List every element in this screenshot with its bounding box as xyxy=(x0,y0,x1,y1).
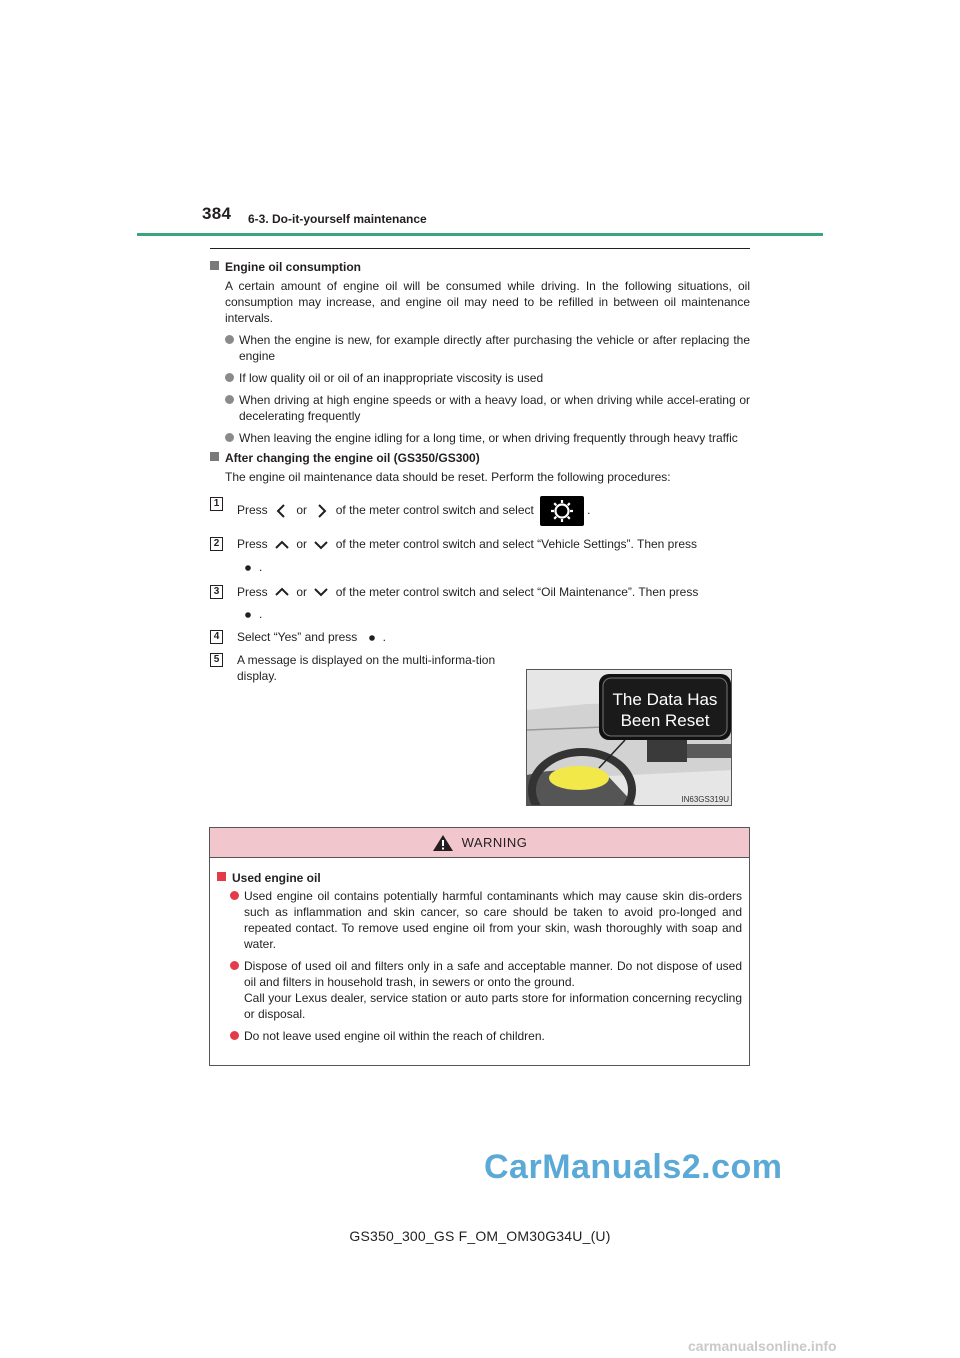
enter-button-icon xyxy=(363,630,381,646)
step-number: 3 xyxy=(210,585,223,599)
bullet-icon xyxy=(225,433,234,442)
square-bullet-icon xyxy=(210,452,219,461)
chevron-down-icon xyxy=(312,584,330,600)
after-change-intro: The engine oil maintenance data should be reset. Perform the following procedures: xyxy=(225,470,671,484)
step-5: 5 A message is displayed on the multi-informa-tion display. xyxy=(237,652,507,684)
list-item: When the engine is new, for example directly after purchasing the vehicle or after replacing the engine xyxy=(225,332,750,364)
list-item: When leaving the engine idling for a long time, or when driving frequently through heavy traffic xyxy=(225,430,750,446)
step-1: 1 Press or of the meter control switch and select . xyxy=(237,496,750,526)
enter-button-icon xyxy=(239,560,257,576)
warning-body xyxy=(210,858,749,1044)
list-item: Dispose of used oil and filters only in a safe and acceptable manner. Do not dispose of used oil and filters in household trash, in sewers or onto the ground. Call your Lexus dealer, service station or auto parts store for information concerning recycling or disposal. xyxy=(230,958,742,1022)
warning-title: WARNING xyxy=(461,835,528,850)
warning-triangle-icon xyxy=(432,834,454,852)
step-number: 5 xyxy=(210,653,223,667)
warning-header xyxy=(210,828,749,858)
warning-heading: Used engine oil xyxy=(217,870,742,886)
bullet-icon xyxy=(225,335,234,344)
section-title: 6-3. Do-it-yourself maintenance xyxy=(248,212,427,226)
dashboard-illustration xyxy=(527,670,732,806)
square-bullet-icon xyxy=(210,261,219,270)
reset-message-illustration xyxy=(526,669,732,806)
step-number: 1 xyxy=(210,497,223,511)
bullet-icon xyxy=(230,961,239,970)
chevron-left-icon xyxy=(273,503,291,519)
list-item: Used engine oil contains potentially harmful contaminants which may cause skin dis-orders such as inflammation and skin cancer, so care should be taken to avoid pro-longed and repeated contact. To remove used engine oil from your skin, wash thoroughly with soap and water. xyxy=(230,888,742,952)
chevron-up-icon xyxy=(273,537,291,553)
warning-box xyxy=(209,827,750,1066)
after-change-heading: After changing the engine oil (GS350/GS300) xyxy=(210,450,750,466)
step-number: 2 xyxy=(210,537,223,551)
document-code: GS350_300_GS F_OM_OM30G34U_(U) xyxy=(349,1228,611,1244)
bullet-icon xyxy=(225,373,234,382)
step-3: 3 Press or of the meter control switch and select “Oil Maintenance”. Then press . xyxy=(237,584,750,624)
main-content xyxy=(210,248,750,684)
page-header xyxy=(137,204,823,236)
list-item: Do not leave used engine oil within the reach of children. xyxy=(230,1028,742,1044)
site-watermark: carmanualsonline.info xyxy=(688,1338,837,1354)
bullet-icon xyxy=(230,1031,239,1040)
step-number: 4 xyxy=(210,630,223,644)
consumption-intro: A certain amount of engine oil will be consumed while driving. In the following situations, oil consumption may increase, and engine oil may need to be refilled in between oil maintenance intervals. xyxy=(225,279,750,325)
bullet-icon xyxy=(230,891,239,900)
enter-button-icon xyxy=(239,607,257,623)
reset-message-line2: Been Reset xyxy=(620,711,710,730)
watermark-logo: CarManuals2.com xyxy=(484,1148,783,1186)
illustration-code: IN63GS319U xyxy=(681,795,729,804)
chevron-right-icon xyxy=(312,503,330,519)
consumption-heading: Engine oil consumption xyxy=(210,259,750,275)
step-4: 4 Select “Yes” and press . xyxy=(237,629,750,646)
chevron-up-icon xyxy=(273,584,291,600)
bullet-icon xyxy=(225,395,234,404)
list-item: When driving at high engine speeds or with a heavy load, or when driving while accel-erating or decelerating frequently xyxy=(225,392,750,424)
reset-message-line1: The Data Has xyxy=(612,690,718,709)
list-item: If low quality oil or oil of an inappropriate viscosity is used xyxy=(225,370,750,386)
square-bullet-icon xyxy=(217,872,226,881)
chevron-down-icon xyxy=(312,537,330,553)
page-number: 384 xyxy=(202,204,232,223)
gear-icon xyxy=(540,496,584,526)
step-2: 2 Press or of the meter control switch and select “Vehicle Settings”. Then press . xyxy=(237,536,750,576)
